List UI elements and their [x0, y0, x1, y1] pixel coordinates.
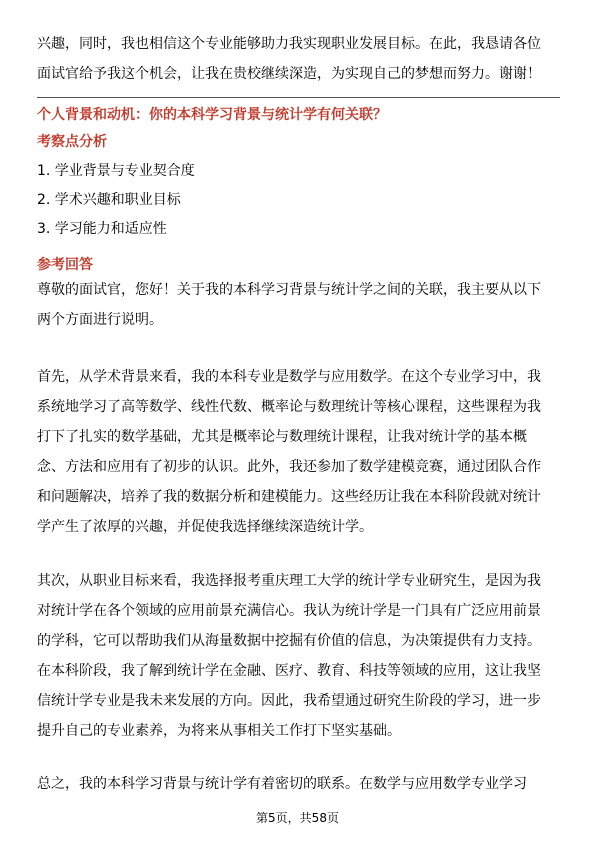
- question-heading: 个人背景和动机：你的本科学习背景与统计学有何关联？: [37, 107, 387, 123]
- text-line: 的学科，它可以帮助我们从海量数据中挖掘有价值的信息，为决策提供有力支持。: [37, 633, 541, 649]
- list-item: 1. 学业背景与专业契合度: [37, 163, 195, 179]
- text-line: 其次，从职业目标来看，我选择报考重庆理工大学的统计学专业研究生，是因为我: [37, 573, 541, 589]
- text-line: 系统地学习了高等数学、线性代数、概率论与数理统计等核心课程，这些课程为我: [37, 399, 541, 415]
- text-line: 对统计学在各个领域的应用前景充满信心。我认为统计学是一门具有广泛应用前景: [37, 603, 541, 619]
- text-line: 学产生了浓厚的兴趣，并促使我选择继续深造统计学。: [37, 519, 373, 535]
- text-line: 打下了扎实的数学基础，尤其是概率论与数理统计课程，让我对统计学的基本概: [37, 429, 527, 445]
- text-line: 尊敬的面试官，您好！关于我的本科学习背景与统计学之间的关联，我主要从以下: [37, 282, 541, 298]
- answer-paragraph-3: [37, 566, 560, 746]
- analysis-label: 考察点分析: [37, 134, 107, 150]
- intro-paragraph: [37, 29, 560, 89]
- text-line: 念、方法和应用有了初步的认识。此外，我还参加了数学建模竞赛，通过团队合作: [37, 459, 541, 475]
- text-line: 信统计学专业是我未来发展的方向。因此，我希望通过研究生阶段的学习，进一步: [37, 693, 541, 709]
- answer-paragraph-2: [37, 362, 560, 542]
- text-line: 首先，从学术背景来看，我的本科专业是数学与应用数学。在这个专业学习中，我: [37, 369, 541, 385]
- text-line: 面试官给予我这个机会，让我在贵校继续深造，为实现自己的梦想而努力。谢谢！: [37, 66, 541, 82]
- text-line: 和问题解决，培养了我的数据分析和建模能力。这些经历让我在本科阶段就对统计: [37, 489, 541, 505]
- text-line: 两个方面进行说明。: [37, 312, 163, 328]
- page-number: 第5页，共58页: [256, 811, 339, 825]
- section-divider: [37, 97, 560, 98]
- answer-paragraph-4: [37, 769, 560, 799]
- text-line: 在本科阶段，我了解到统计学在金融、医疗、教育、科技等领域的应用，这让我坚: [37, 663, 541, 679]
- text-line: 总之，我的本科学习背景与统计学有着密切的联系。在数学与应用数学专业学习: [37, 776, 527, 792]
- text-line: 兴趣，同时，我也相信这个专业能够助力我实现职业发展目标。在此，我恳请各位: [37, 36, 541, 52]
- list-item: 3. 学习能力和适应性: [37, 221, 167, 237]
- answer-paragraph-1: [37, 275, 560, 335]
- answer-label: 参考回答: [37, 257, 93, 273]
- list-item: 2. 学术兴趣和职业目标: [37, 192, 181, 208]
- text-line: 提升自己的专业素养，为将来从事相关工作打下坚实基础。: [37, 723, 401, 739]
